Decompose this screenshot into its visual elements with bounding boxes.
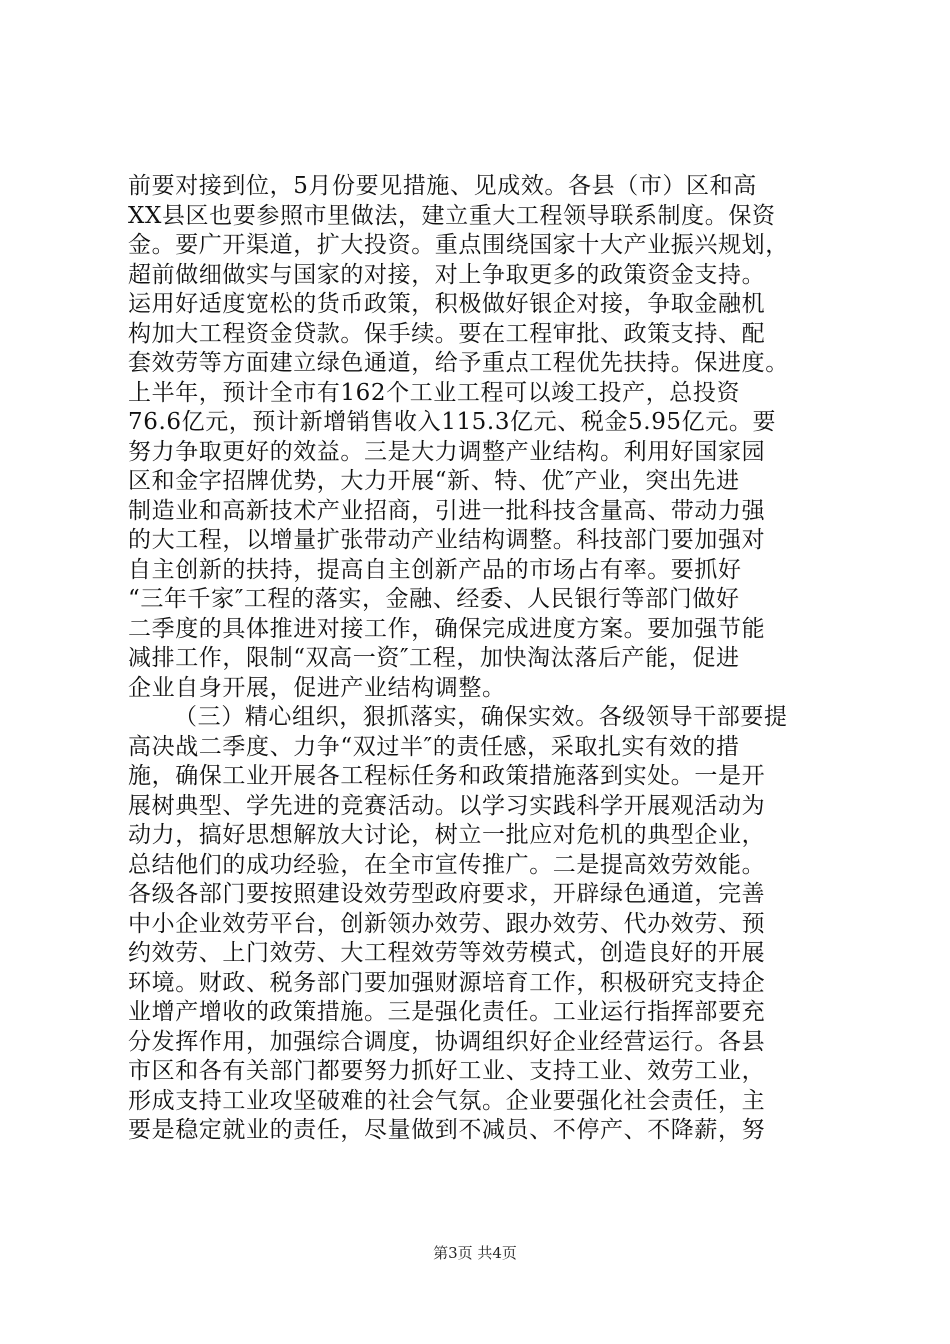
text-line: 76.6亿元，预计新增销售收入115.3亿元、税金5.95亿元。要 — [128, 409, 777, 435]
text-line: 企业自身开展，促进产业结构调整。 — [128, 674, 506, 701]
body-text — [128, 172, 828, 1146]
text-line: 前要对接到位，5月份要见措施、见成效。各县（市）区和高 — [128, 173, 757, 199]
section-heading-line: （三）精心组织，狠抓落实，确保实效。各级领导干部要提 — [174, 704, 788, 730]
text-line: 各级各部门要按照建设效劳型政府要求，开辟绿色通道，完善 — [128, 881, 766, 907]
text-line: 总结他们的成功经验，在全市宣传推广。二是提高效劳效能。 — [128, 851, 766, 878]
text-line: 制造业和高新技术产业招商，引进一批科技含量高、带动力强 — [128, 497, 766, 524]
text-line: 约效劳、上门效劳、大工程效劳等效劳模式，创造良好的开展 — [128, 940, 766, 966]
text-line: 区和金字招牌优势，大力开展“新、特、优″产业，突出先进 — [128, 468, 740, 494]
text-line: 金。要广开渠道，扩大投资。重点围绕国家十大产业振兴规划， — [128, 232, 789, 258]
text-line: 套效劳等方面建立绿色通道，给予重点工程优先扶持。保进度。 — [128, 350, 789, 376]
text-line: 中小企业效劳平台，创新领办效劳、跟办效劳、代办效劳、预 — [128, 910, 766, 937]
text-line: 展树典型、学先进的竞赛活动。以学习实践科学开展观活动为 — [128, 792, 766, 819]
text-line: 施，确保工业开展各工程标任务和政策措施落到实处。一是开 — [128, 763, 766, 789]
text-line: 要是稳定就业的责任，尽量做到不减员、不停产、不降薪，努 — [128, 1117, 766, 1143]
text-line: “三年千家″工程的落实，金融、经委、人民银行等部门做好 — [128, 586, 740, 612]
text-line: 分发挥作用，加强综合调度，协调组织好企业经营运行。各县 — [128, 1028, 766, 1055]
text-line: 努力争取更好的效益。三是大力调整产业结构。利用好国家园 — [128, 438, 766, 465]
text-line: 市区和各有关部门都要努力抓好工业、支持工业、效劳工业， — [128, 1058, 766, 1084]
text-line: 超前做细做实与国家的对接，对上争取更多的政策资金支持。 — [128, 261, 766, 288]
text-line: 环境。财政、税务部门要加强财源培育工作，积极研究支持企 — [128, 969, 766, 996]
text-line: 的大工程，以增量扩张带动产业结构调整。科技部门要加强对 — [128, 527, 766, 553]
text-line: 高决战二季度、力争“双过半″的责任感，采取扎实有效的措 — [128, 733, 740, 760]
text-line: 二季度的具体推进对接工作，确保完成进度方案。要加强节能 — [128, 615, 766, 642]
page-footer — [0, 1242, 950, 1263]
text-line: 业增产增收的政策措施。三是强化责任。工业运行指挥部要充 — [128, 999, 766, 1025]
text-line: 自主创新的扶持，提高自主创新产品的市场占有率。要抓好 — [128, 556, 742, 583]
text-line: 构加大工程资金贷款。保手续。要在工程审批、政策支持、配 — [128, 320, 766, 347]
text-line: XX县区也要参照市里做法，建立重大工程领导联系制度。保资 — [128, 202, 776, 229]
text-line: 动力，搞好思想解放大讨论，树立一批应对危机的典型企业， — [128, 822, 766, 848]
text-line: 运用好适度宽松的货币政策，积极做好银企对接，争取金融机 — [128, 291, 766, 317]
text-line: 减排工作，限制“双高一资″工程，加快淘汰落后产能，促进 — [128, 645, 740, 671]
text-line: 形成支持工业攻坚破难的社会气氛。企业要强化社会责任，主 — [128, 1087, 766, 1114]
page-number: 第3页 共4页 — [433, 1244, 517, 1262]
text-line: 上半年，预计全市有162个工业工程可以竣工投产，总投资 — [128, 379, 741, 406]
